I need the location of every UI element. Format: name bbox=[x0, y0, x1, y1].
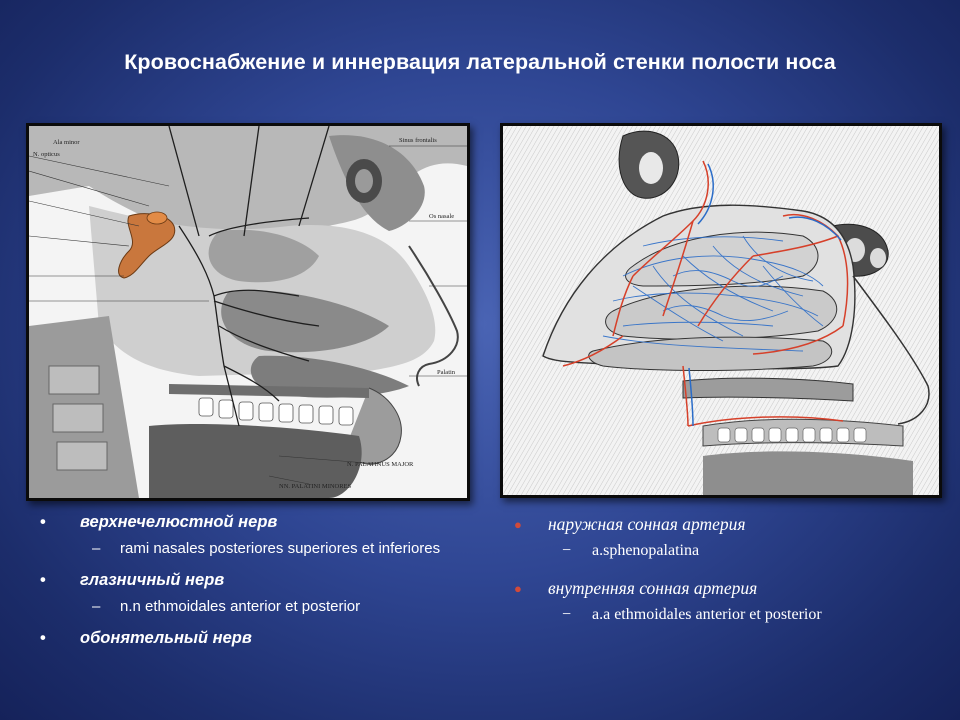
nerve-list bbox=[40, 511, 470, 649]
label-os-nasale: Os nasale bbox=[429, 213, 455, 220]
artery-subitem-ethmoidales: − a.a ethmoidales anterior et posterior bbox=[512, 604, 932, 626]
vessel-wall-drawing bbox=[503, 126, 939, 495]
label-ala-minor: Ala minor bbox=[53, 139, 80, 146]
label-nn-palatini-minores: NN. PALATINI MINORES bbox=[279, 483, 352, 490]
nerve-item-olfactory: • обонятельный нерв bbox=[40, 627, 470, 649]
nerve-section-drawing bbox=[29, 126, 467, 498]
nerve-subitem-rami-nasales: – rami nasales posteriores superiores et inferiores bbox=[92, 540, 441, 557]
nerve-subitem-ethmoidales: – n.n ethmoidales anterior et posterior bbox=[92, 598, 361, 615]
nerve-item-orbital: • глазничный нерв bbox=[40, 569, 470, 591]
label-palatin: Palatin bbox=[437, 369, 456, 376]
dash-icon: − bbox=[562, 542, 572, 559]
dash-icon: − bbox=[562, 606, 572, 623]
label-sinus-frontalis: Sinus frontalis bbox=[399, 137, 437, 144]
label-n-opticus: N. opticus bbox=[33, 151, 60, 158]
artery-item-external-carotid: ● наружная сонная артерия bbox=[512, 512, 932, 536]
slide-title: Кровоснабжение и иннервация латеральной стенки полости носа bbox=[124, 50, 836, 74]
dash-icon: – bbox=[92, 540, 101, 557]
artery-item-internal-carotid: ● внутренняя сонная артерия bbox=[512, 576, 932, 600]
dash-icon: – bbox=[92, 598, 101, 615]
artery-subitem-sphenopalatina: − a.sphenopalatina bbox=[512, 540, 932, 562]
nerve-anatomy-illustration bbox=[26, 123, 470, 501]
vessel-anatomy-illustration bbox=[500, 123, 942, 498]
label-n-palatinus-major: N. PALATINUS MAJOR bbox=[347, 461, 414, 468]
nerve-item-maxillary: • верхнечелюстной нерв bbox=[40, 511, 470, 533]
artery-list bbox=[512, 512, 932, 626]
